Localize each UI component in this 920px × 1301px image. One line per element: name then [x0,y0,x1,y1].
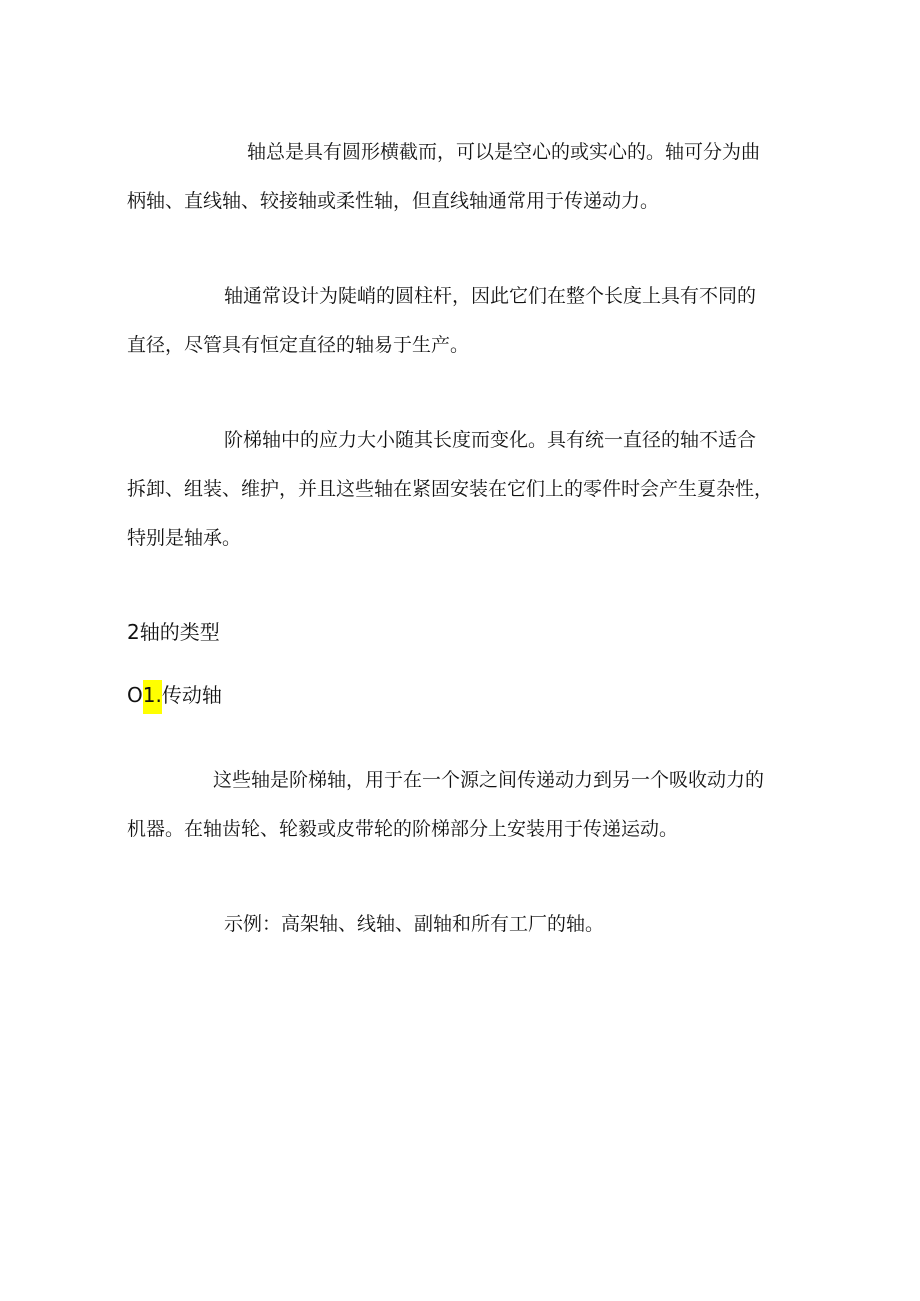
paragraph-line: 示例：高架轴、线轴、副轴和所有工厂的轴。 [224,913,605,935]
paragraph-line: 轴总是具有圆形横截而，可以是空心的或实心的。轴可分为曲 [247,141,761,163]
paragraph-shaft-shapes [127,128,807,226]
subheading-transmission-shaft [127,680,222,714]
paragraph-line: 特别是轴承。 [127,527,242,549]
paragraph-line: 阶梯轴中的应力大小随其长度而变化。具有统一直径的轴不适合 [224,429,757,451]
paragraph-transmission-shaft [127,756,807,854]
highlighted-number: 1. [143,680,162,714]
paragraph-line: 轴通常设计为陡峭的圆柱杆，因此它们在整个长度上具有不同的 [224,285,757,307]
subheading-prefix: O [127,683,143,707]
paragraph-examples [127,900,807,949]
paragraph-line: 柄轴、直线轴、较接轴或柔性轴，但直线轴通常用于传递动力。 [127,190,660,212]
paragraph-line: 直径，尽管具有恒定直径的轴易于生产。 [127,334,470,356]
paragraph-shaft-design [127,272,807,370]
paragraph-stepped-shaft-stress [127,416,807,563]
paragraph-line: 机器。在轴齿轮、轮毅或皮带轮的阶梯部分上安装用于传递运动。 [127,818,679,840]
paragraph-line: 这些轴是阶梯轴，用于在一个源之间传递动力到另一个吸收动力的 [213,769,765,791]
paragraph-line: 拆卸、组装、维护，并且这些轴在紧固安装在它们上的零件时会产生夏杂性， [127,478,774,500]
section-heading: 2轴的类型 [127,620,220,644]
subheading-text: 传动轴 [161,683,222,707]
